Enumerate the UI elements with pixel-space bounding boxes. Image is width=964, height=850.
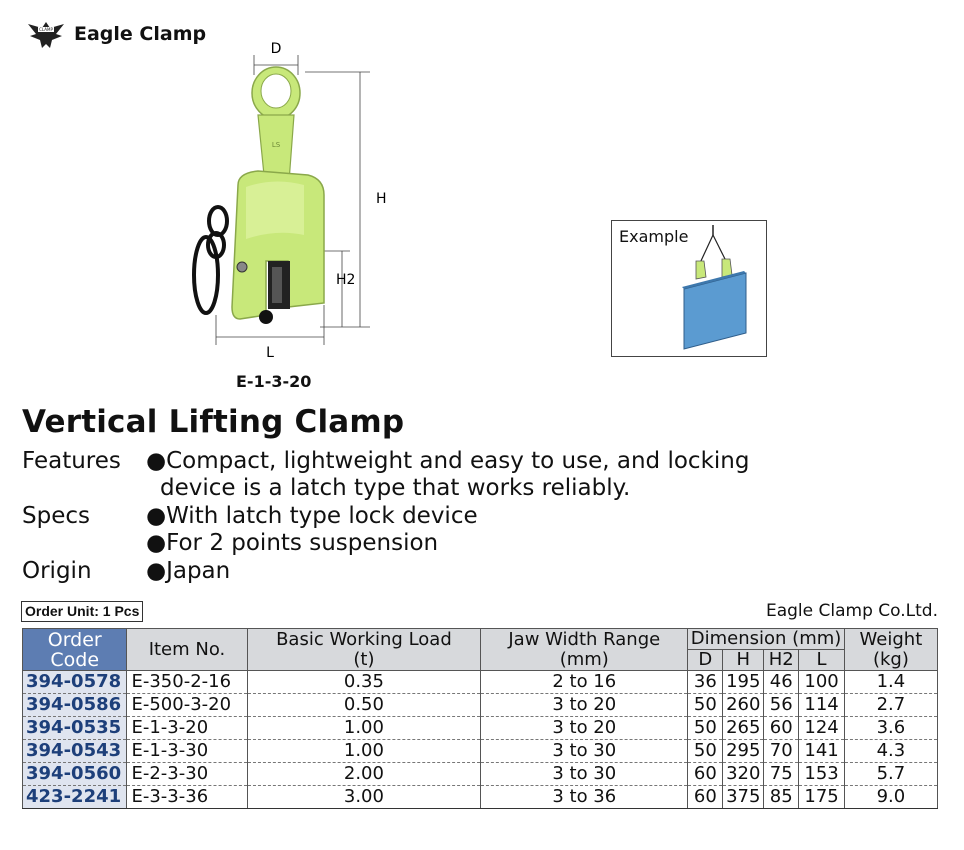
header-item-no: Item No. (127, 629, 247, 671)
dim-d-cell: 50 (688, 740, 723, 763)
dim-h2-cell: 75 (764, 763, 799, 786)
header-dim-l: L (799, 650, 845, 671)
features-line-2: device is a latch type that works reliably. (160, 475, 631, 501)
specs-line-1: ●With latch type lock device (146, 503, 478, 529)
load-cell: 1.00 (247, 717, 481, 740)
dim-h-cell: 320 (723, 763, 764, 786)
dim-d-cell: 36 (688, 671, 723, 694)
table-row (23, 671, 938, 694)
dim-l-cell: 100 (799, 671, 845, 694)
dim-h2-cell: 85 (764, 786, 799, 809)
example-illustration (612, 221, 766, 356)
specs-line-2: ●For 2 points suspension (146, 530, 439, 556)
table-row (23, 717, 938, 740)
jaw-cell: 3 to 30 (481, 763, 688, 786)
weight-cell: 2.7 (844, 694, 937, 717)
jaw-cell: 3 to 36 (481, 786, 688, 809)
load-cell: 0.50 (247, 694, 481, 717)
dim-l-cell: 153 (799, 763, 845, 786)
dim-h-cell: 260 (723, 694, 764, 717)
dim-d-cell: 60 (688, 763, 723, 786)
dim-h-cell: 295 (723, 740, 764, 763)
item-no-cell: E-3-3-36 (127, 786, 247, 809)
dim-h2-cell: 70 (764, 740, 799, 763)
weight-cell: 4.3 (844, 740, 937, 763)
origin-line-1: ●Japan (146, 558, 231, 584)
dim-l-cell: 114 (799, 694, 845, 717)
table-row (23, 694, 938, 717)
dim-h-cell: 195 (723, 671, 764, 694)
jaw-cell: 2 to 16 (481, 671, 688, 694)
item-no-cell: E-500-3-20 (127, 694, 247, 717)
dim-d-cell: 60 (688, 786, 723, 809)
header-dim-h: H (723, 650, 764, 671)
table-row (23, 786, 938, 809)
header-order-code: Order Code (23, 629, 127, 671)
dim-h-cell: 375 (723, 786, 764, 809)
item-no-cell: E-350-2-16 (127, 671, 247, 694)
order-code-cell: 423-2241 (23, 786, 127, 809)
table-row (23, 740, 938, 763)
jaw-cell: 3 to 30 (481, 740, 688, 763)
header-weight: Weight (kg) (844, 629, 937, 671)
item-no-cell: E-1-3-20 (127, 717, 247, 740)
dim-l-cell: 141 (799, 740, 845, 763)
table-row (23, 763, 938, 786)
dim-d-cell: 50 (688, 694, 723, 717)
jaw-cell: 3 to 20 (481, 694, 688, 717)
load-cell: 3.00 (247, 786, 481, 809)
specs-label: Specs (22, 503, 90, 529)
load-cell: 2.00 (247, 763, 481, 786)
dim-h2-cell: 46 (764, 671, 799, 694)
weight-cell: 3.6 (844, 717, 937, 740)
dim-l-cell: 175 (799, 786, 845, 809)
jaw-cell: 3 to 20 (481, 717, 688, 740)
svg-text:CLAMP: CLAMP (39, 27, 53, 32)
order-code-cell: 394-0560 (23, 763, 127, 786)
product-caption: E-1-3-20 (236, 372, 312, 391)
header-load: Basic Working Load (t) (247, 629, 481, 671)
example-label: Example (619, 227, 689, 246)
load-cell: 1.00 (247, 740, 481, 763)
header-dim-h2: H2 (764, 650, 799, 671)
order-code-cell: 394-0578 (23, 671, 127, 694)
order-code-cell: 394-0535 (23, 717, 127, 740)
dim-h2-cell: 56 (764, 694, 799, 717)
dim-l-cell: 124 (799, 717, 845, 740)
brand-name: Eagle Clamp (74, 23, 207, 45)
order-code-cell: 394-0543 (23, 740, 127, 763)
page-title: Vertical Lifting Clamp (22, 404, 405, 440)
dim-label-h2: H2 (336, 272, 356, 288)
dim-label-d: D (270, 41, 282, 57)
eagle-logo-icon (26, 18, 66, 50)
weight-cell: 9.0 (844, 786, 937, 809)
maker-name: Eagle Clamp Co.Ltd. (765, 601, 938, 621)
dim-h-cell: 265 (723, 717, 764, 740)
weight-cell: 1.4 (844, 671, 937, 694)
item-no-cell: E-1-3-30 (127, 740, 247, 763)
order-unit-badge: Order Unit: 1 Pcs (21, 601, 143, 622)
clamp-marking: LS (271, 141, 281, 149)
header-dimension: Dimension (mm) (688, 629, 845, 650)
dim-label-l: L (266, 345, 274, 361)
load-cell: 0.35 (247, 671, 481, 694)
product-photo (180, 35, 390, 375)
header-jaw: Jaw Width Range (mm) (481, 629, 688, 671)
spec-table (22, 628, 938, 809)
order-code-cell: 394-0586 (23, 694, 127, 717)
origin-label: Origin (22, 558, 92, 584)
weight-cell: 5.7 (844, 763, 937, 786)
item-no-cell: E-2-3-30 (127, 763, 247, 786)
dim-label-h: H (376, 191, 387, 207)
dim-h2-cell: 60 (764, 717, 799, 740)
features-label: Features (22, 448, 121, 474)
header-dim-d: D (688, 650, 723, 671)
dim-d-cell: 50 (688, 717, 723, 740)
features-line-1: ●Compact, lightweight and easy to use, and locking (146, 448, 750, 474)
